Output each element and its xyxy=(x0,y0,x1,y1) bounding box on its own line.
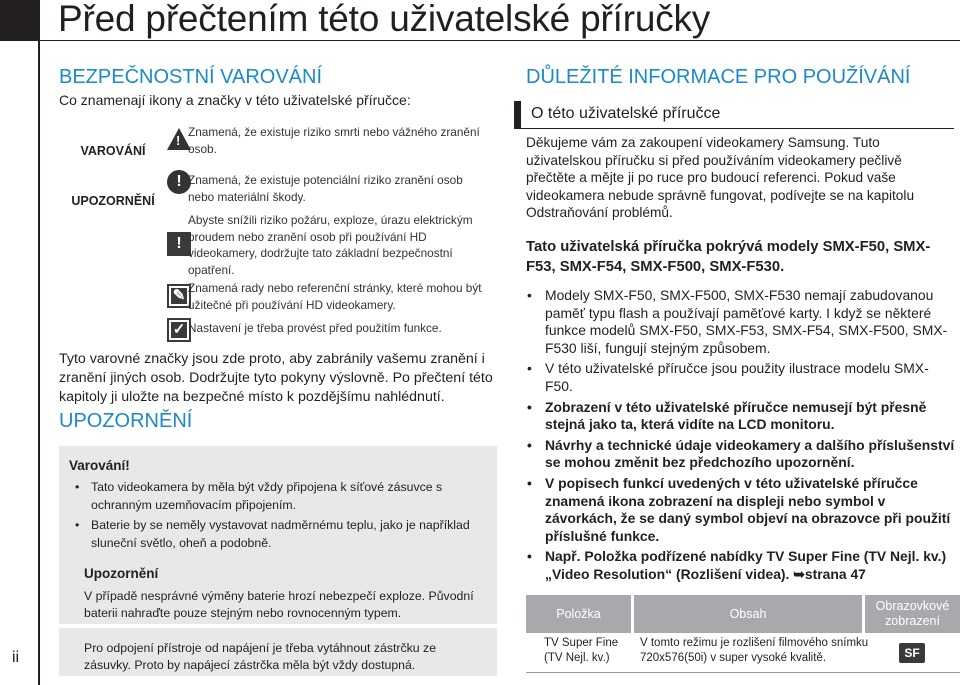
sub-heading xyxy=(514,101,954,129)
warning-triangle-icon: ! xyxy=(167,128,193,154)
list-item: • Baterie by se neměly vystavovat nadměrnému teplu, jako je například sluneční světlo, oheň a podobně. xyxy=(71,516,481,552)
list-item: • Zobrazení v této uživatelské příručce nemusejí být přesně stejná jako ta, která vidíte na LCD monitoru. xyxy=(526,399,956,434)
margin-rule xyxy=(38,40,40,685)
table-header-content: Obsah xyxy=(634,595,862,633)
safety-section xyxy=(59,66,499,108)
section-title-important: DŮLEŽITÉ INFORMACE PRO POUŽÍVÁNÍ xyxy=(526,66,911,88)
legend-desc: Nastavení je třeba provést před použitím funkce. xyxy=(188,321,442,335)
legend-desc: Znamená, že existuje potenciální riziko zranění osob nebo materiální škody. xyxy=(188,173,463,204)
sub-heading-rule xyxy=(521,128,954,129)
caution-heading: Upozornění xyxy=(84,566,159,581)
caution-text: V případě nesprávné výměny baterie hrozí nebezpečí exploze. Původní baterii nahraďte pouze stejným nebo rovnocenným typem. xyxy=(84,589,474,620)
table-cell-item: TV Super Fine (TV Nejl. kv.) xyxy=(544,637,619,664)
list-item: • V této uživatelské příručce jsou použity ilustrace modelu SMX-F50. xyxy=(526,360,956,395)
list-item: • Modely SMX-F50, SMX-F500, SMX-F530 nemají zabudovanou paměť typu flash a používají paměťové karty. I když se některé funkce modelů SMX-F50, SMX-F53, SMX-F54, SMX-F500, SMX-F530 liší, fungují stejným způsobem. xyxy=(526,287,956,357)
table-header-display: Obrazovkové zobrazení xyxy=(865,595,960,633)
warning-box xyxy=(59,446,497,624)
title-rule xyxy=(0,40,960,41)
legend-label: VAROVÁNÍ xyxy=(80,144,146,158)
manual-paragraph: Děkujeme vám za zakoupení videokamery Samsung. Tuto uživatelskou příručku si před používáním videokamery pečlivě přečtěte a mějte ji po ruce pro budoucí referenci. Pokud vaše videokamera nebude správně fungovat, podívejte se na kapitolu Odstraňování problémů. xyxy=(526,135,915,220)
page-number: ii xyxy=(12,649,20,666)
table-cell-content: V tomto režimu je rozlišení filmového snímku 720x576(50i) v super vysoké kvalitě. xyxy=(640,637,869,664)
manual-notes-list xyxy=(526,287,956,587)
section-title-caution: UPOZORNĚNÍ xyxy=(59,410,193,432)
list-item: • Návrhy a technické údaje videokamery a dalšího příslušenství se mohou změnit bez předchozího upozornění. xyxy=(526,437,956,472)
note-text: Pro odpojení přístroje od napájení je třeba vytáhnout zástrčku ze zásuvky. Proto by napájecí zástrčka měla být vždy dostupná. xyxy=(84,641,437,672)
list-item: • Např. Položka podřízené nabídky TV Super Fine (TV Nejl. kv.) „Video Resolution“ (Rozlišení videa). ➥strana 47 xyxy=(526,548,956,583)
corner-block xyxy=(0,0,40,40)
legend-desc: Znamená rady nebo referenční stránky, které mohou být užitečné při používání HD videokamery. xyxy=(188,281,482,312)
checkmark-square-icon: ✓ xyxy=(167,318,193,344)
legend-desc: Znamená, že existuje riziko smrti nebo vážného zranění osob. xyxy=(188,125,480,156)
models-statement: Tato uživatelská příručka pokrývá modely SMX-F50, SMX-F53, SMX-F54, SMX-F500, SMX-F530. xyxy=(526,239,931,275)
page-title: Před přečtením této uživatelské příručky xyxy=(58,0,711,39)
section-title-safety: BEZPEČNOSTNÍ VAROVÁNÍ xyxy=(59,66,323,88)
caution-circle-icon: ! xyxy=(167,170,193,196)
safety-paragraph: Tyto varovné značky jsou zde proto, aby zabránily vašemu zranění i zranění jiných osob. Dodržujte tyto pokyny výslovně. Po přečtení této kapitoly ji uložte na bezpečné místo k pozdějšímu nahlédnutí. xyxy=(59,351,493,405)
legend-label: UPOZORNĚNÍ xyxy=(71,194,155,208)
table-header-item: Položka xyxy=(526,595,631,633)
intro-text: Co znamenají ikony a značky v této uživatelské příručce: xyxy=(59,92,411,108)
sub-heading-text: O této uživatelské příručce xyxy=(531,105,721,122)
sub-heading-bar xyxy=(514,101,521,129)
warning-list xyxy=(71,478,481,552)
table-rule xyxy=(526,672,960,673)
note-pencil-icon: ✎ xyxy=(167,284,193,310)
legend-desc: Abyste snížili riziko požáru, exploze, úrazu elektrickým proudem nebo zranění osob při používání HD videokamery, dodržujte tato základní bezpečnostní opatření. xyxy=(188,213,473,277)
exclamation-square-icon: ! xyxy=(167,232,193,258)
list-item: • Tato videokamera by měla být vždy připojena k síťové zásuvce s ochranným uzemňovacím připojením. xyxy=(71,478,481,514)
super-fine-icon: SF xyxy=(899,643,925,663)
icon-legend-table xyxy=(59,112,497,340)
note-box xyxy=(59,628,497,676)
list-item: • V popisech funkcí uvedených v této uživatelské příručce znamená ikona zobrazení na displeji nebo symbol v závorkách, že se daný symbol objeví na obrazovce při použití příslušné funkce. xyxy=(526,475,956,545)
warning-heading: Varování! xyxy=(69,458,130,473)
